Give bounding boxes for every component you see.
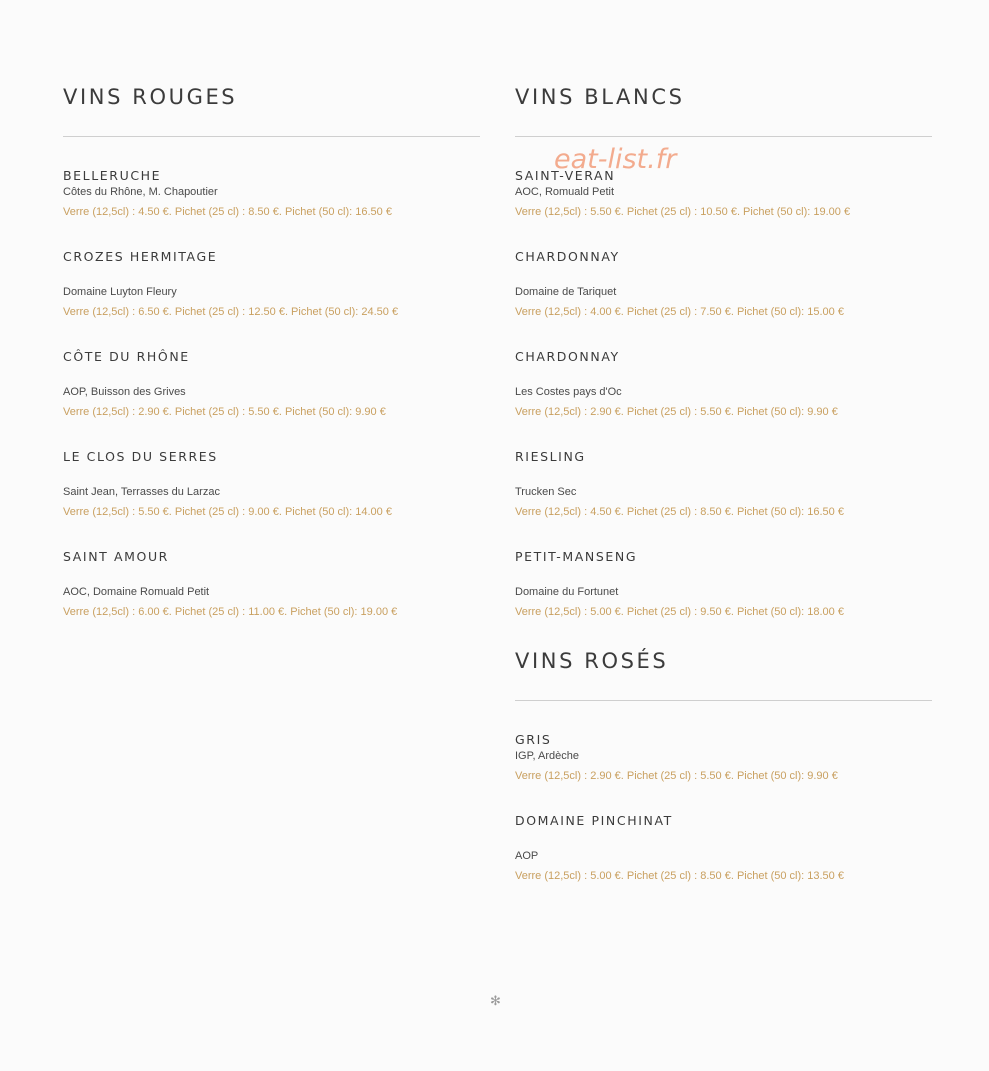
- wine-description: Domaine Luyton Fleury: [63, 286, 177, 298]
- rose-wines-section: [515, 648, 932, 884]
- wine-description: AOP, Buisson des Grives: [63, 386, 186, 398]
- section-title-red-wines: VINS ROUGES: [63, 85, 238, 109]
- wine-name: PETIT-MANSENG: [515, 549, 638, 564]
- wine-price: Verre (12,5cl) : 2.90 €. Pichet (25 cl) : 5.50 €. Pichet (50 cl): 9.90 €: [515, 406, 838, 418]
- wine-price: Verre (12,5cl) : 6.00 €. Pichet (25 cl) : 11.00 €. Pichet (50 cl): 19.00 €: [63, 606, 398, 618]
- wine-price: Verre (12,5cl) : 4.50 €. Pichet (25 cl) : 8.50 €. Pichet (50 cl): 16.50 €: [515, 506, 844, 518]
- wine-price: Verre (12,5cl) : 5.50 €. Pichet (25 cl) : 9.00 €. Pichet (50 cl): 14.00 €: [63, 506, 392, 518]
- red-wines-column: [63, 84, 480, 648]
- wine-name: CROZES HERMITAGE: [63, 249, 218, 264]
- wine-price: Verre (12,5cl) : 4.50 €. Pichet (25 cl) : 8.50 €. Pichet (50 cl): 16.50 €: [63, 206, 392, 218]
- wine-price: Verre (12,5cl) : 6.50 €. Pichet (25 cl) : 12.50 €. Pichet (50 cl): 24.50 €: [63, 306, 399, 318]
- wine-item: [515, 448, 932, 520]
- wine-description: AOP: [515, 850, 539, 862]
- wine-name: CHARDONNAY: [515, 349, 620, 364]
- wine-item: [63, 348, 480, 420]
- wine-description: Domaine du Fortunet: [515, 586, 619, 598]
- wine-name: SAINT AMOUR: [63, 549, 169, 564]
- wine-name: DOMAINE PINCHINAT: [515, 813, 673, 828]
- wine-name: RIESLING: [515, 449, 586, 464]
- wine-name: LE CLOS DU SERRES: [63, 449, 218, 464]
- section-divider: [515, 700, 932, 701]
- wine-name: CÔTE DU RHÔNE: [63, 349, 190, 364]
- wine-description: IGP, Ardèche: [515, 750, 580, 762]
- wine-item: [63, 167, 480, 220]
- section-divider: [63, 136, 480, 137]
- wine-description: Trucken Sec: [515, 486, 577, 498]
- wine-price: Verre (12,5cl) : 4.00 €. Pichet (25 cl) : 7.50 €. Pichet (50 cl): 15.00 €: [515, 306, 844, 318]
- wine-name: GRIS: [515, 732, 552, 747]
- wine-name: BELLERUCHE: [63, 168, 162, 183]
- section-title-white-wines: VINS BLANCS: [515, 85, 685, 109]
- wine-item: [515, 348, 932, 420]
- wine-name: CHARDONNAY: [515, 249, 620, 264]
- wine-item: [63, 248, 480, 320]
- wine-item: [515, 167, 932, 220]
- wine-item: [515, 548, 932, 620]
- wine-description: Les Costes pays d'Oc: [515, 386, 622, 398]
- wine-price: Verre (12,5cl) : 2.90 €. Pichet (25 cl) : 5.50 €. Pichet (50 cl): 9.90 €: [63, 406, 386, 418]
- wine-item: [63, 448, 480, 520]
- wine-description: Domaine de Tariquet: [515, 286, 617, 298]
- wine-name: SAINT-VERAN: [515, 168, 616, 183]
- wine-description: Saint Jean, Terrasses du Larzac: [63, 486, 220, 498]
- wine-price: Verre (12,5cl) : 5.50 €. Pichet (25 cl) : 10.50 €. Pichet (50 cl): 19.00 €: [515, 206, 851, 218]
- wine-item: [515, 248, 932, 320]
- asterisk-ornament-icon: ✻: [490, 994, 501, 1009]
- wine-description: AOC, Domaine Romuald Petit: [63, 586, 210, 598]
- wine-item: [515, 731, 932, 784]
- wine-description: Côtes du Rhône, M. Chapoutier: [63, 186, 218, 198]
- wine-price: Verre (12,5cl) : 5.00 €. Pichet (25 cl) : 8.50 €. Pichet (50 cl): 13.50 €: [515, 870, 844, 882]
- wine-price: Verre (12,5cl) : 2.90 €. Pichet (25 cl) : 5.50 €. Pichet (50 cl): 9.90 €: [515, 770, 838, 782]
- section-title-rose-wines: VINS ROSÉS: [515, 649, 669, 673]
- section-divider: [515, 136, 932, 137]
- wine-price: Verre (12,5cl) : 5.00 €. Pichet (25 cl) : 9.50 €. Pichet (50 cl): 18.00 €: [515, 606, 844, 618]
- wine-item: [515, 812, 932, 884]
- wine-description: AOC, Romuald Petit: [515, 186, 615, 198]
- watermark: eat-list.fr: [554, 144, 677, 175]
- wine-item: [63, 548, 480, 620]
- white-wines-column: [515, 84, 932, 912]
